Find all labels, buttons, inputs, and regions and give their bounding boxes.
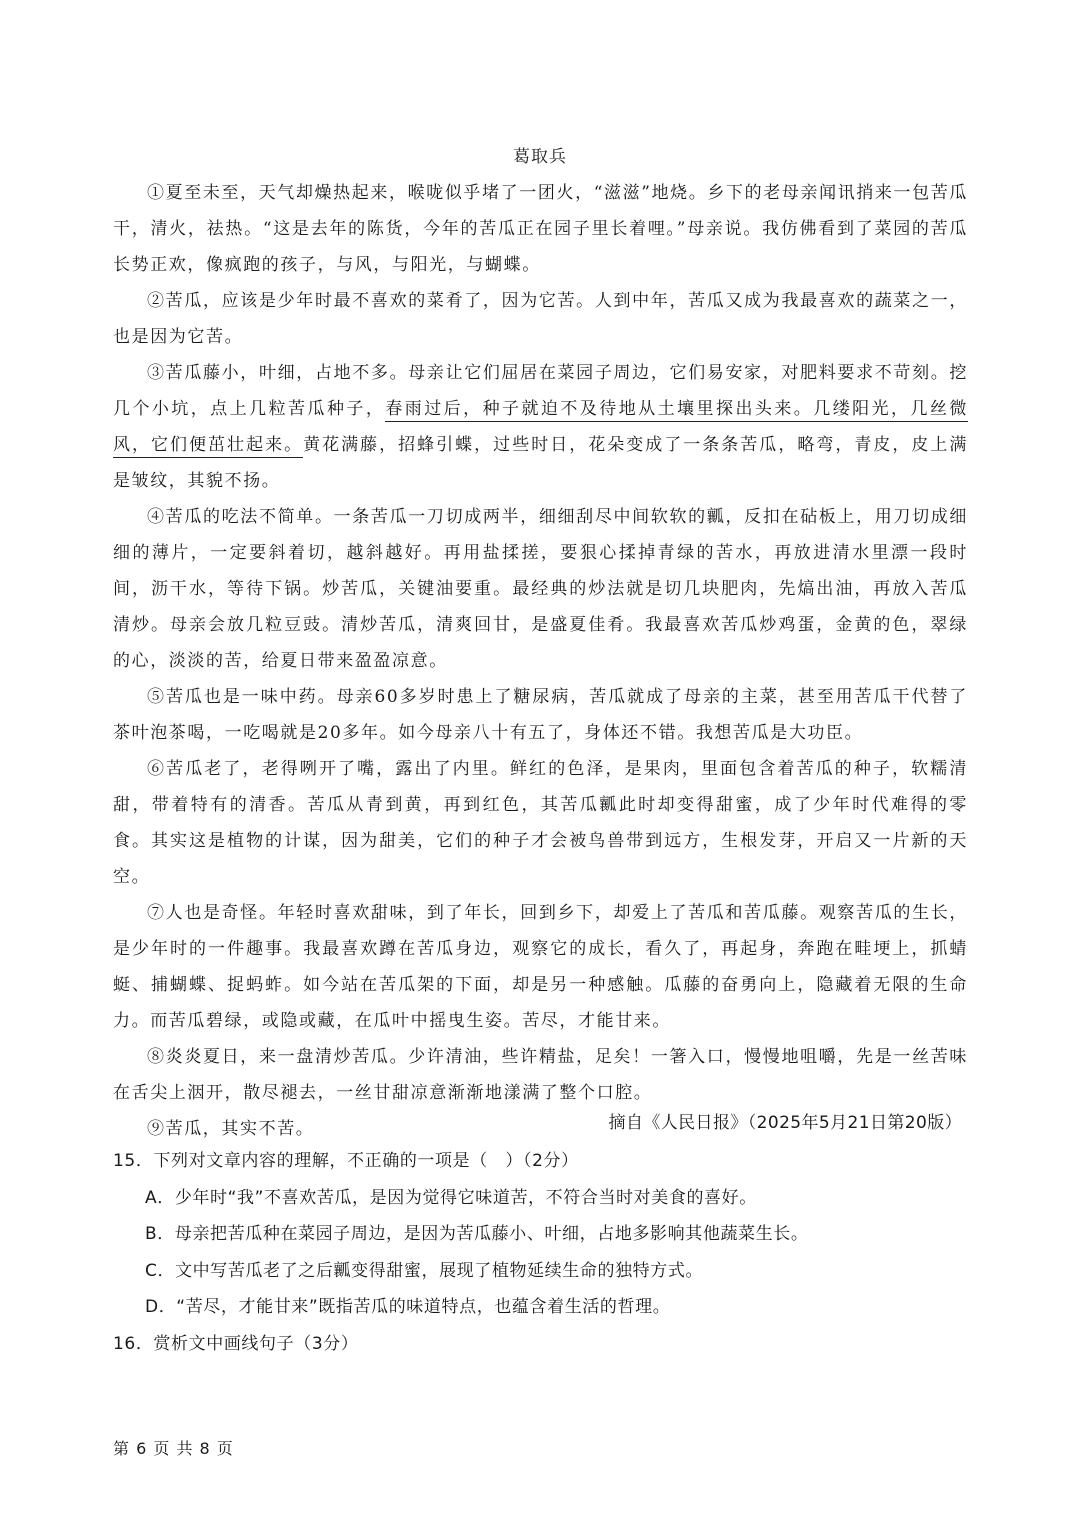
paragraph-2: ②苦瓜，应该是少年时最不喜欢的菜肴了，因为它苦。人到中年，苦瓜又成为我最喜欢的蔬菜之一，也是因为它苦。 [113,291,968,347]
question-16-stem: 16．赏析文中画线句子（3分） [113,1333,359,1354]
paragraph-6: ⑥苦瓜老了，老得咧开了嘴，露出了内里。鲜红的色泽，是果肉，里面包含着苦瓜的种子，软糯清甜，带着特有的清香。苦瓜从青到黄，再到红色，其苦瓜瓤此时却变得甜蜜，成了少年时代难得的零食。其实这是植物的计谋，因为甜美，它们的种子才会被鸟兽带到远方，生根发芽，开启又一片新的天空。 [113,759,968,887]
questions-section [113,1143,973,1362]
paragraph-3 [113,355,968,499]
question-15-option-c: C．文中写苦瓜老了之后瓤变得甜蜜，展现了植物延续生命的独特方式。 [145,1260,704,1281]
underlined-sentence: 春雨过后，种子就迫不及待地从土壤里探出头来。几缕阳光，几丝微风，它们便茁壮起来。 [113,399,968,458]
paragraph-3-lead: ③苦瓜藤小，叶细，占地不多。母亲让它们屈居在菜园子周边，它们易安家，对肥料要求不苛刻。挖几个小坑，点上几粒苦瓜种子， [113,363,968,419]
question-15-option-d: D．“苦尽，才能甘来”既指苦瓜的味道特点，也蕴含着生活的哲理。 [145,1297,671,1317]
article-body [113,175,968,1147]
paragraph-4: ④苦瓜的吃法不简单。一条苦瓜一刀切成两半，细细刮尽中间软软的瓤，反扣在砧板上，用刀切成细细的薄片，一定要斜着切，越斜越好。再用盐揉搓，要狠心揉掉青绿的苦水，再放进清水里漂一段时间，沥干水，等待下锅。炒苦瓜，关键油要重。最经典的炒法就是切几块肥肉，先熇出油，再放入苦瓜清炒。母亲会放几粒豆豉。清炒苦瓜，清爽回甘，是盛夏佳肴。我最喜欢苦瓜炒鸡蛋，金黄的色，翠绿的心，淡淡的苦，给夏日带来盈盈凉意。 [113,507,968,671]
paragraph-1: ①夏至未至，天气却燥热起来，喉咙似乎堵了一团火，“滋滋”地烧。乡下的老母亲闻讯捎来一包苦瓜干，清火，祛热。“这是去年的陈货，今年的苦瓜正在园子里长着哩。”母亲说。我仿佛看到了菜园的苦瓜长势正欢，像疯跑的孩子，与风，与阳光，与蝴蝶。 [113,183,968,275]
article-source: 摘自《人民日报》（2025年5月21日第20版） [608,1113,962,1133]
paragraph-7: ⑦人也是奇怪。年轻时喜欢甜味，到了年长，回到乡下，却爱上了苦瓜和苦瓜藤。观察苦瓜的生长，是少年时的一件趣事。我最喜欢蹲在苦瓜身边，观察它的成长，看久了，再起身，奔跑在畦埂上，抓蜻蜓、捕蝴蝶、捉蚂蚱。如今站在苦瓜架的下面，却是另一种感触。瓜藤的奋勇向上，隐藏着无限的生命力。而苦瓜碧绿，或隐或藏，在瓜叶中摇曳生姿。苦尽，才能甘来。 [113,903,968,1031]
article-author: 葛取兵 [513,147,567,167]
question-15-option-b: B．母亲把苦瓜种在菜园子周边，是因为苦瓜藤小、叶细，占地多影响其他蔬菜生长。 [145,1224,809,1244]
question-15-option-a: A．少年时“我”不喜欢苦瓜，是因为觉得它味道苦，不符合当时对美食的喜好。 [145,1187,757,1208]
paragraph-9: ⑨苦瓜，其实不苦。 [147,1119,315,1139]
paragraph-3-tail: 黄花满藤，招蜂引蝶，过些时日，花朵变成了一条条苦瓜，略弯，青皮，皮上满是皱纹，其貌不扬。 [113,435,969,491]
paragraph-5: ⑤苦瓜也是一味中药。母亲60多岁时患上了糖尿病，苦瓜就成了母亲的主菜，甚至用苦瓜干代替了茶叶泡茶喝，一吃喝就是20多年。如今母亲八十有五了，身体还不错。我想苦瓜是大功臣。 [113,687,968,743]
paragraph-8: ⑧炎炎夏日，来一盘清炒苦瓜。少许清油，些许精盐，足矣！一箸入口，慢慢地咀嚼，先是一丝苦味在舌尖上洇开，散尽褪去，一丝甘甜凉意渐渐地漾满了整个口腔。 [113,1047,968,1103]
page-footer: 第 6 页 共 8 页 [113,1439,234,1458]
question-15-stem: 15．下列对文章内容的理解，不正确的一项是（ ）（2分） [113,1151,579,1171]
